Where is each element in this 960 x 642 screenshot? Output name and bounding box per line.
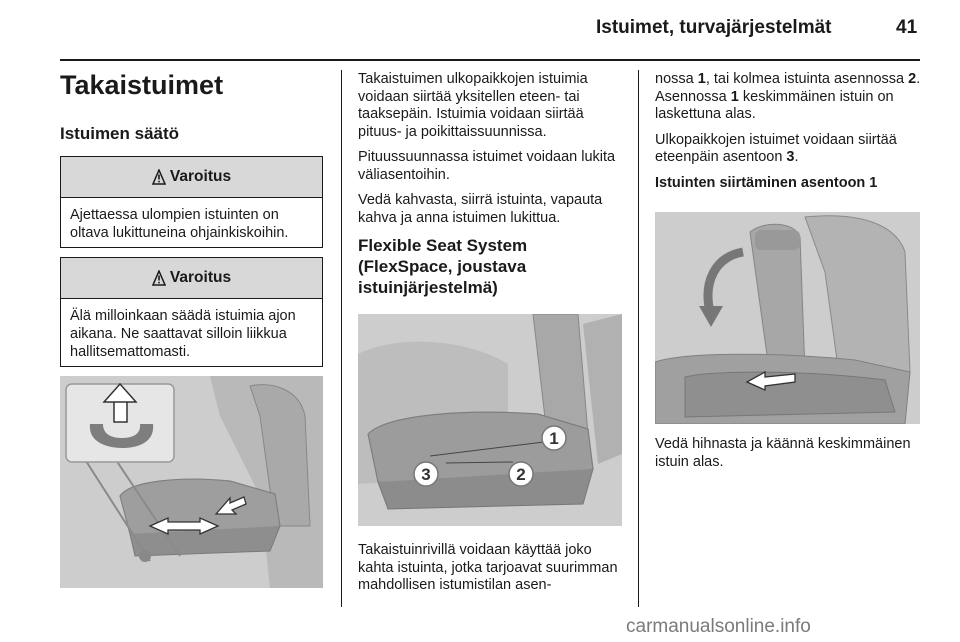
flexspace-heading: Flexible Seat System (FlexSpace, joustava istuinjärjestelmä) [358,236,528,297]
running-header-title: Istuimet, turvajärjestelmät [596,17,832,38]
column-3 [655,71,921,204]
warning-box-1 [60,156,323,248]
warning-text: Älä milloinkaan säädä istuimia ajon aikana. Ne saattavat silloin liikkua hallitsemattomasti. [70,308,296,360]
column-divider-2 [638,70,639,607]
warning-icon [152,169,166,185]
callout-label: 2 [516,465,526,484]
warning-text: Ajettaessa ulompien istuinten on oltava lukittuneina ohjainkiskoihin. [70,207,289,241]
paragraph: Takaistuimen ulkopaikkojen istuimia voidaan siirtää yksitellen eteen- tai taaksepäin. Istuimia voidaan siirtää pituus- ja poikittaissuunnissa. [358,71,588,140]
warning-header [61,258,322,299]
subheading: Istuinten siirtäminen asentoon 1 [655,174,878,191]
column-divider-1 [341,70,342,607]
warning-label: Varoitus [169,168,232,185]
warning-header [61,157,322,198]
warning-box-2 [60,257,323,367]
seat-adjust-illustration [60,376,323,588]
page-number: 41 [896,17,918,38]
watermark: carmanualsonline.info [626,616,811,637]
paragraph: Vedä kahvasta, siirrä istuinta, vapauta kahva ja anna istuimen lukittua. [358,192,603,226]
warning-label: Varoitus [169,269,232,286]
paragraph: Vedä hihnasta ja käännä keskimmäinen istuin alas. [655,436,911,470]
subsection-title: Istuimen säätö [60,124,180,143]
column-2-bottom [358,542,623,603]
fold-seat-illustration [655,212,920,424]
paragraph: Takaistuinrivillä voidaan käyttää joko kahta istuinta, jotka tarjoavat suurimman mahdollisen istumistilan asen- [358,542,618,593]
paragraph: Pituussuunnassa istuimet voidaan lukita väliasentoihin. [358,149,616,183]
callout-label: 3 [421,465,431,484]
header-rule [60,59,920,61]
section-title: Takaistuimet [60,70,224,100]
warning-icon [152,270,166,286]
paragraph: Ulkopaikkojen istuimet voidaan siirtää eteenpäin asentoon 3. [655,131,897,165]
paragraph: nossa 1, tai kolmea istuinta asennossa 2. Asennossa 1 keskimmäinen istuin on laskettuna alas. [655,71,921,122]
column-2 [358,71,623,308]
callout-label: 1 [549,429,559,448]
flexspace-illustration [358,314,622,526]
column-3-bottom [655,436,921,479]
